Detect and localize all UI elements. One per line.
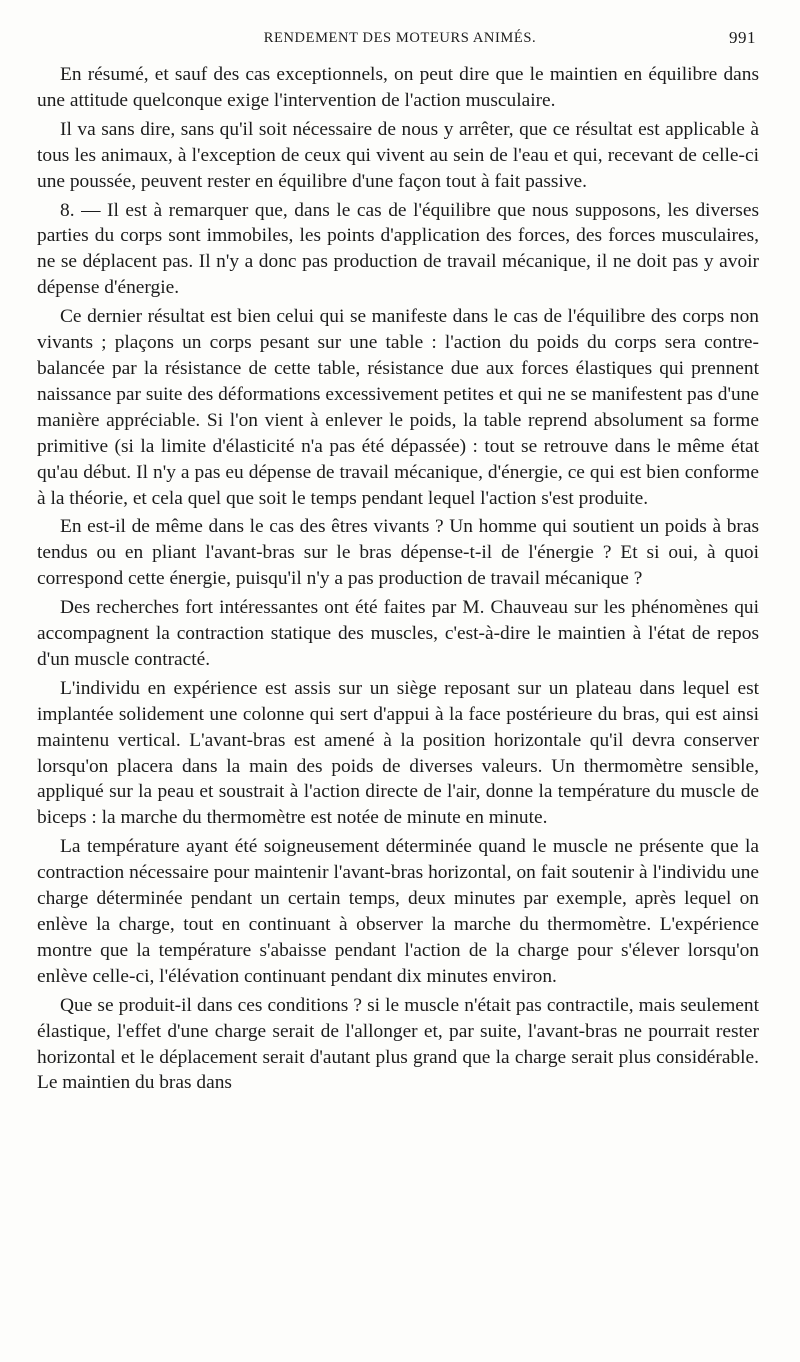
paragraph: Que se produit-il dans ces conditions ? si le muscle n'était pas contractile, mais seulement élastique, l'effet d'une charge serait de l'allonger et, par suite, l'avant-bras ne pourrait rester horizontal et le déplacement serait d'autant plus grand que la charge serait plus considérable. Le maintien du bras dans (37, 994, 759, 1094)
running-head (36, 24, 764, 54)
paragraph: En est-il de même dans le cas des êtres vivants ? Un homme qui soutient un poids à bras tendus ou en pliant l'avant-bras sur le bras dépense-t-il de l'énergie ? Et si oui, à quoi correspond cette énergie, puisqu'il n'y a pas production de travail mécanique ? (37, 516, 759, 590)
paragraph: Il va sans dire, sans qu'il soit nécessaire de nous y arrêter, que ce résultat est applicable à tous les animaux, à l'exception de ceux qui vivent au sein de l'eau et qui, recevant de celle-ci une poussée, peuvent rester en équilibre d'une façon tout à fait passive. (37, 118, 759, 192)
paragraph: En résumé, et sauf des cas exceptionnels, on peut dire que le maintien en équilibre dans une attitude quelconque exige l'intervention de l'action musculaire. (37, 64, 759, 111)
body-text (37, 62, 759, 1099)
paragraph: L'individu en expérience est assis sur un siège reposant sur un plateau dans lequel est implantée solidement une colonne qui sert d'appui à la face postérieure du bras, qui est ainsi maintenu vertical. L'avant-bras est amené à la position horizontale qu'il devra conserver lorsqu'on placera dans la main des poids de diverses valeurs. Un thermomètre sensible, appliqué sur la peau et soustrait à l'action directe de l'air, donne la température du muscle de biceps : la marche du thermomètre est notée de minute en minute. (37, 677, 759, 829)
paragraph: 8. — Il est à remarquer que, dans le cas de l'équilibre que nous supposons, les diverses parties du corps sont immobiles, les points d'application des forces, des forces musculaires, ne se déplacent pas. Il n'y a donc pas production de travail mécanique, il ne doit pas y avoir dépense d'énergie. (37, 199, 759, 299)
paragraph: La température ayant été soigneusement déterminée quand le muscle ne présente que la contraction nécessaire pour maintenir l'avant-bras horizontal, on fait soutenir à l'individu une charge déterminée pendant un certain temps, deux minutes par exemple, après lequel on enlève la charge, tout en continuant à observer la marche du thermomètre. L'expérience montre que la température s'abaisse pendant l'action de la charge pour s'élever lorsqu'on enlève celle-ci, l'élévation continuant pendant dix minutes environ. (37, 836, 759, 987)
paragraph: Ce dernier résultat est bien celui qui se manifeste dans le cas de l'équilibre des corps non vivants ; plaçons un corps pesant sur une table : l'action du poids du corps sera contre-balancée par la résistance de cette table, résistance due aux forces élastiques qui prennent naissance par suite des déformations excessivement petites et qui ne se manifestent pas d'une manière appréciable. Si l'on vient à enlever le poids, la table reprend absolument sa forme primitive (si la limite d'élasticité n'a pas été dépassée) : tout se retrouve dans le même état qu'au début. Il n'y a pas eu dépense de travail mécanique, d'énergie, ce qui est bien conforme à la théorie, et cela quel que soit le temps pendant lequel l'action s'est produite. (37, 306, 759, 509)
paragraph: Des recherches fort intéressantes ont été faites par M. Chauveau sur les phénomènes qui accompagnent la contraction statique des muscles, c'est-à-dire le maintien à l'état de repos d'un muscle contracté. (37, 597, 759, 670)
page-number: 991 (729, 28, 756, 47)
running-title: RENDEMENT DES MOTEURS ANIMÉS. (263, 30, 537, 46)
